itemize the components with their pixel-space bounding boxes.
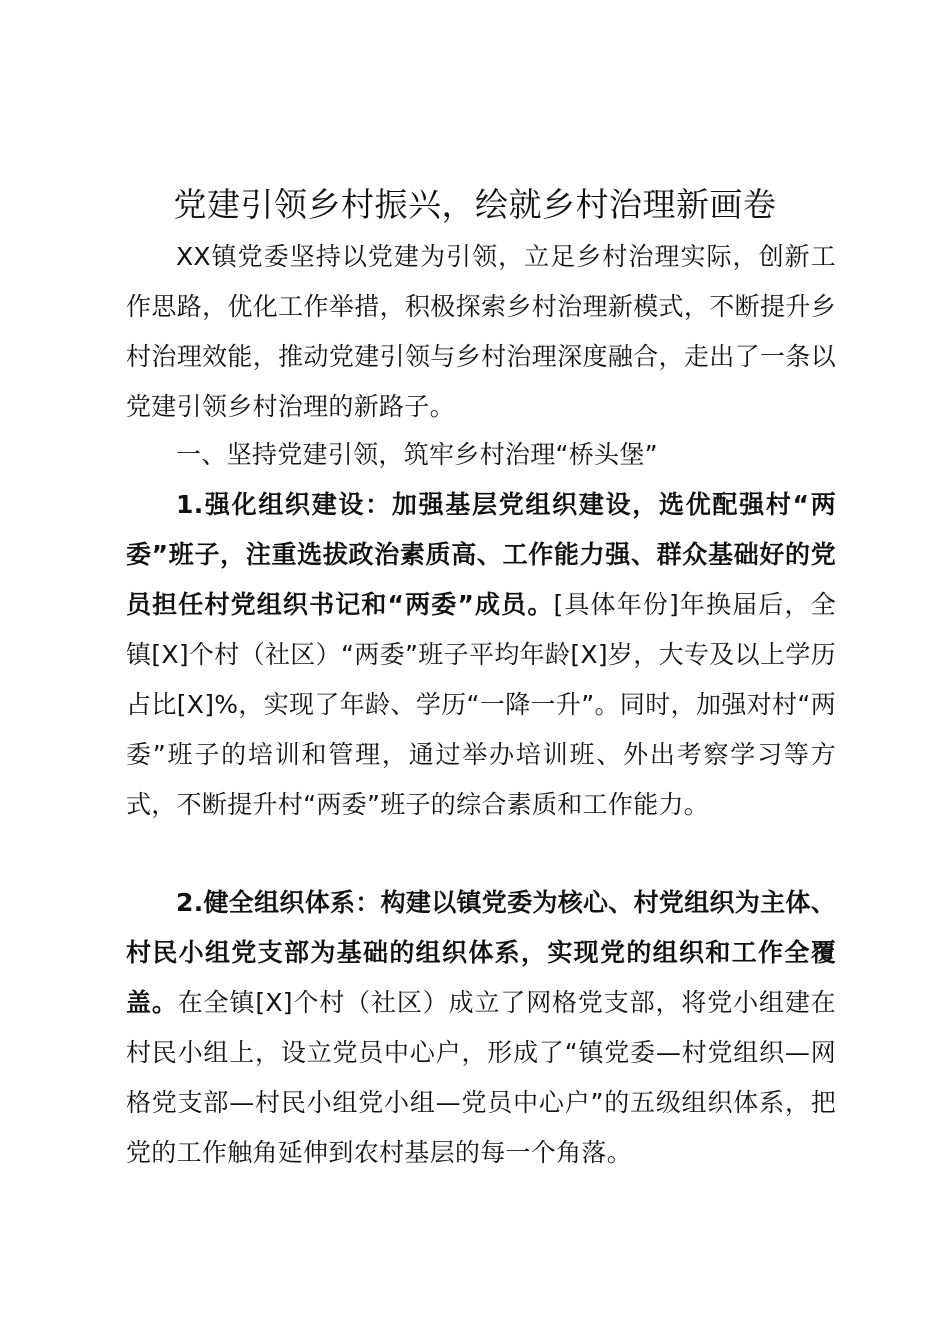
point-1-bold-lead: 1.强化组织建设：加强基层党组织建设，选优配强村“两委”班子，注重选拔政治素质高、工作能力强、群众基础好的党员担任村党组织书记和“两委”成员。 <box>126 490 836 619</box>
point-1-text: [具体年份]年换届后，全镇[X]个村（社区）“两委”班子平均年龄[X]岁，大专及以上学历占比[X]%，实现了年龄、学历“一降一升”。同时，加强对村“两委”班子的培训和管理，通过举办培训班、外出考察学习等方式，不断提升村“两委”班子的综合素质和工作能力。 <box>126 590 837 819</box>
point-2-paragraph <box>126 878 836 1178</box>
point-1-paragraph <box>126 480 836 830</box>
point-2-bold-lead: 2.健全组织体系：构建以镇党委为核心、村党组织为主体、村民小组党支部为基础的组织体系，实现党的组织和工作全覆盖。 <box>126 888 836 1017</box>
intro-paragraph: XX镇党委坚持以党建为引领，立足乡村治理实际，创新工作思路，优化工作举措，积极探索乡村治理新模式，不断提升乡村治理效能，推动党建引领与乡村治理深度融合，走出了一条以党建引领乡村治理的新路子。 <box>126 242 836 421</box>
document-title: 党建引领乡村振兴，绘就乡村治理新画卷 <box>173 185 777 224</box>
section-1-heading: 一、坚持党建引领，筑牢乡村治理“桥头堡” <box>176 440 658 469</box>
point-2-text: 在全镇[X]个村（社区）成立了网格党支部，将党小组建在村民小组上，设立党员中心户，形成了“镇党委—村党组织—网格党支部—村民小组党小组—党员中心户”的五级组织体系，把党的工作触角延伸到农村基层的每一个角落。 <box>126 988 836 1167</box>
